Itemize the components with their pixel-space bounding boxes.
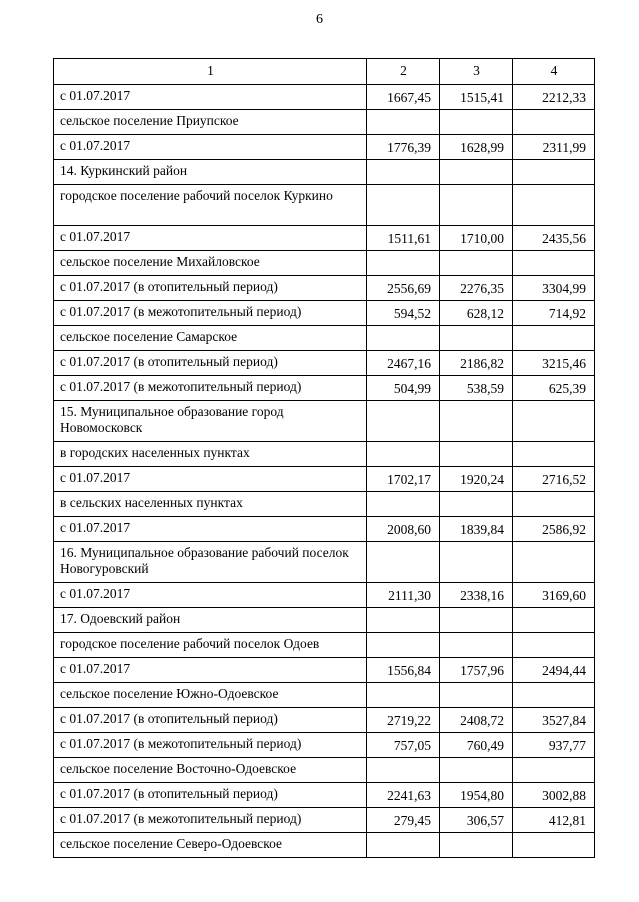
table-row <box>54 783 595 808</box>
value-cell-col2 <box>367 326 440 351</box>
value-cell-col4: 3169,60 <box>513 583 595 608</box>
row-label: с 01.07.2017 (в отопительный период) <box>54 351 367 376</box>
table-row <box>54 492 595 517</box>
row-label: с 01.07.2017 (в межотопительный период) <box>54 808 367 833</box>
value-cell-col4: 714,92 <box>513 301 595 326</box>
value-cell-col2 <box>367 401 440 442</box>
table-row <box>54 633 595 658</box>
row-label: сельское поселение Южно-Одоевское <box>54 683 367 708</box>
table-row <box>54 708 595 733</box>
value-cell-col2: 757,05 <box>367 733 440 758</box>
value-cell-col2 <box>367 683 440 708</box>
value-cell-col3: 760,49 <box>440 733 513 758</box>
row-label: 14. Куркинский район <box>54 160 367 185</box>
value-cell-col3: 538,59 <box>440 376 513 401</box>
row-label: городское поселение рабочий поселок Одоев <box>54 633 367 658</box>
value-cell-col3 <box>440 442 513 467</box>
value-cell-col3 <box>440 492 513 517</box>
value-cell-col3 <box>440 401 513 442</box>
row-label: с 01.07.2017 (в отопительный период) <box>54 276 367 301</box>
row-label: с 01.07.2017 <box>54 85 367 110</box>
value-cell-col3 <box>440 251 513 276</box>
value-cell-col4 <box>513 683 595 708</box>
value-cell-col4: 2586,92 <box>513 517 595 542</box>
value-cell-col2: 2111,30 <box>367 583 440 608</box>
value-cell-col3: 2338,16 <box>440 583 513 608</box>
value-cell-col2 <box>367 758 440 783</box>
table-row <box>54 376 595 401</box>
table-row <box>54 251 595 276</box>
value-cell-col3: 628,12 <box>440 301 513 326</box>
table-row <box>54 658 595 683</box>
value-cell-col4: 3002,88 <box>513 783 595 808</box>
table-row <box>54 583 595 608</box>
value-cell-col3: 1954,80 <box>440 783 513 808</box>
value-cell-col2 <box>367 185 440 226</box>
row-label: сельское поселение Михайловское <box>54 251 367 276</box>
value-cell-col2: 1702,17 <box>367 467 440 492</box>
value-cell-col3: 1757,96 <box>440 658 513 683</box>
value-cell-col2: 2719,22 <box>367 708 440 733</box>
tariff-table <box>53 58 595 858</box>
value-cell-col4 <box>513 833 595 858</box>
value-cell-col4: 2212,33 <box>513 85 595 110</box>
table-row <box>54 110 595 135</box>
value-cell-col3: 306,57 <box>440 808 513 833</box>
row-label: в сельских населенных пунктах <box>54 492 367 517</box>
value-cell-col2 <box>367 110 440 135</box>
table-row <box>54 758 595 783</box>
value-cell-col4: 3527,84 <box>513 708 595 733</box>
value-cell-col2: 2008,60 <box>367 517 440 542</box>
row-label: городское поселение рабочий поселок Куркино <box>54 185 367 226</box>
value-cell-col3 <box>440 833 513 858</box>
table-row <box>54 185 595 226</box>
table-row <box>54 683 595 708</box>
table-row <box>54 326 595 351</box>
column-header: 1 <box>54 59 367 85</box>
value-cell-col4: 3215,46 <box>513 351 595 376</box>
value-cell-col4 <box>513 608 595 633</box>
row-label: 15. Муниципальное образование город Новомосковск <box>54 401 367 442</box>
table-row <box>54 608 595 633</box>
table-row <box>54 442 595 467</box>
value-cell-col3 <box>440 542 513 583</box>
value-cell-col4 <box>513 633 595 658</box>
row-label: с 01.07.2017 <box>54 135 367 160</box>
column-header: 3 <box>440 59 513 85</box>
row-label: с 01.07.2017 <box>54 583 367 608</box>
value-cell-col3 <box>440 683 513 708</box>
value-cell-col2 <box>367 442 440 467</box>
value-cell-col3 <box>440 326 513 351</box>
value-cell-col2: 279,45 <box>367 808 440 833</box>
table-row <box>54 301 595 326</box>
row-label: сельское поселение Северо-Одоевское <box>54 833 367 858</box>
value-cell-col3: 1920,24 <box>440 467 513 492</box>
value-cell-col3: 1628,99 <box>440 135 513 160</box>
value-cell-col3 <box>440 185 513 226</box>
row-label: с 01.07.2017 (в отопительный период) <box>54 783 367 808</box>
page-number: 6 <box>316 12 323 27</box>
table-row <box>54 733 595 758</box>
value-cell-col3: 2276,35 <box>440 276 513 301</box>
value-cell-col2: 2241,63 <box>367 783 440 808</box>
value-cell-col4: 2311,99 <box>513 135 595 160</box>
column-header: 2 <box>367 59 440 85</box>
row-label: с 01.07.2017 (в межотопительный период) <box>54 301 367 326</box>
table-row <box>54 401 595 442</box>
table-row <box>54 351 595 376</box>
value-cell-col2: 2467,16 <box>367 351 440 376</box>
value-cell-col3: 2408,72 <box>440 708 513 733</box>
row-label: сельское поселение Самарское <box>54 326 367 351</box>
row-label: с 01.07.2017 (в межотопительный период) <box>54 733 367 758</box>
value-cell-col4 <box>513 401 595 442</box>
table-row <box>54 517 595 542</box>
value-cell-col4 <box>513 251 595 276</box>
value-cell-col2: 1776,39 <box>367 135 440 160</box>
value-cell-col3 <box>440 160 513 185</box>
value-cell-col4 <box>513 758 595 783</box>
value-cell-col3 <box>440 758 513 783</box>
row-label: с 01.07.2017 (в межотопительный период) <box>54 376 367 401</box>
value-cell-col4 <box>513 492 595 517</box>
value-cell-col3: 1710,00 <box>440 226 513 251</box>
row-label: в городских населенных пунктах <box>54 442 367 467</box>
value-cell-col4: 937,77 <box>513 733 595 758</box>
value-cell-col3: 2186,82 <box>440 351 513 376</box>
value-cell-col2: 1667,45 <box>367 85 440 110</box>
value-cell-col4: 2494,44 <box>513 658 595 683</box>
value-cell-col3 <box>440 110 513 135</box>
value-cell-col2: 1556,84 <box>367 658 440 683</box>
value-cell-col2 <box>367 251 440 276</box>
value-cell-col4: 625,39 <box>513 376 595 401</box>
row-label: с 01.07.2017 <box>54 467 367 492</box>
value-cell-col2 <box>367 608 440 633</box>
value-cell-col2 <box>367 542 440 583</box>
row-label: с 01.07.2017 (в отопительный период) <box>54 708 367 733</box>
table-row <box>54 833 595 858</box>
value-cell-col3 <box>440 608 513 633</box>
value-cell-col2: 504,99 <box>367 376 440 401</box>
table-row <box>54 542 595 583</box>
value-cell-col4: 412,81 <box>513 808 595 833</box>
column-header: 4 <box>513 59 595 85</box>
value-cell-col4: 2716,52 <box>513 467 595 492</box>
value-cell-col4 <box>513 110 595 135</box>
table-header-row <box>54 59 595 85</box>
row-label: с 01.07.2017 <box>54 226 367 251</box>
row-label: 16. Муниципальное образование рабочий поселок Новогуровский <box>54 542 367 583</box>
row-label: сельское поселение Восточно-Одоевское <box>54 758 367 783</box>
table-row <box>54 160 595 185</box>
value-cell-col4: 2435,56 <box>513 226 595 251</box>
value-cell-col4 <box>513 442 595 467</box>
value-cell-col2: 594,52 <box>367 301 440 326</box>
value-cell-col4 <box>513 326 595 351</box>
table-row <box>54 85 595 110</box>
value-cell-col4 <box>513 542 595 583</box>
value-cell-col3: 1839,84 <box>440 517 513 542</box>
value-cell-col2: 1511,61 <box>367 226 440 251</box>
row-label: с 01.07.2017 <box>54 517 367 542</box>
row-label: с 01.07.2017 <box>54 658 367 683</box>
table-body <box>54 85 595 858</box>
table-row <box>54 135 595 160</box>
value-cell-col2 <box>367 833 440 858</box>
table-row <box>54 808 595 833</box>
table-row <box>54 276 595 301</box>
value-cell-col2 <box>367 492 440 517</box>
row-label: сельское поселение Приупское <box>54 110 367 135</box>
value-cell-col4 <box>513 160 595 185</box>
value-cell-col2 <box>367 633 440 658</box>
value-cell-col4 <box>513 185 595 226</box>
value-cell-col3: 1515,41 <box>440 85 513 110</box>
value-cell-col3 <box>440 633 513 658</box>
table-row <box>54 467 595 492</box>
value-cell-col2: 2556,69 <box>367 276 440 301</box>
row-label: 17. Одоевский район <box>54 608 367 633</box>
value-cell-col2 <box>367 160 440 185</box>
table-row <box>54 226 595 251</box>
value-cell-col4: 3304,99 <box>513 276 595 301</box>
